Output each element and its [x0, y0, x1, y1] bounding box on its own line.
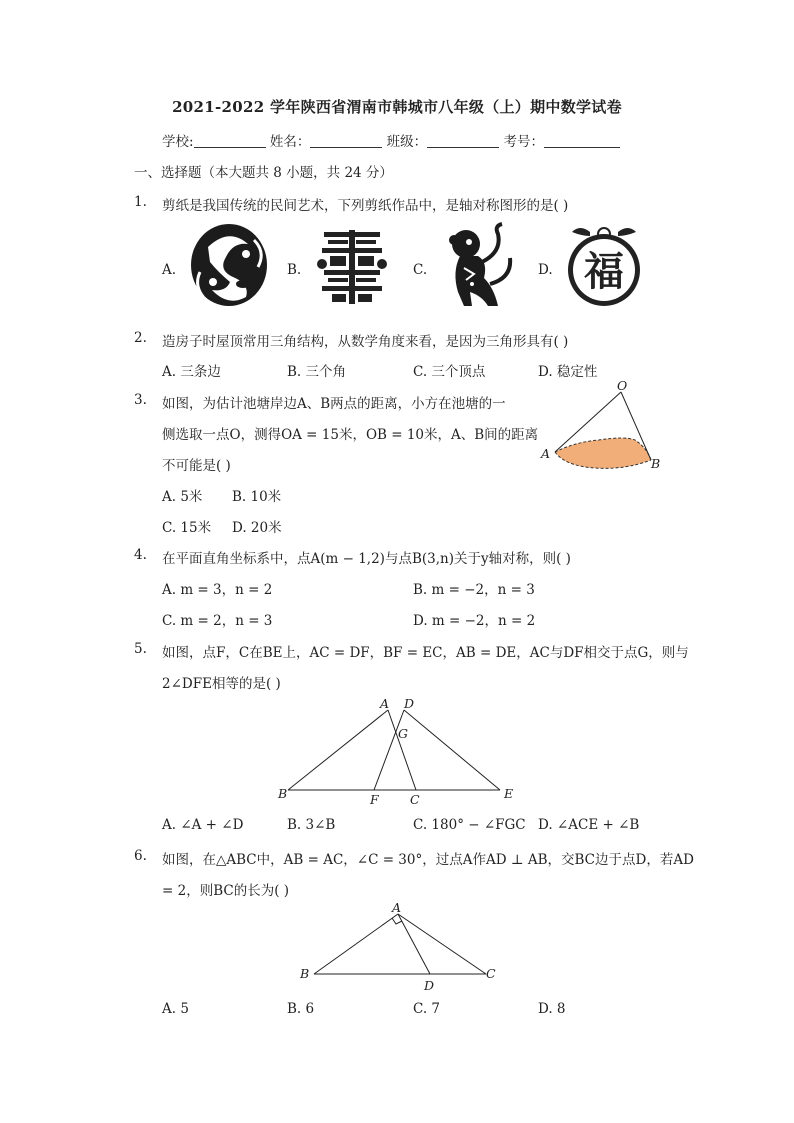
q3-option-b: B. 10米	[232, 489, 282, 505]
q3-option-d: D. 20米	[232, 520, 282, 536]
q3-line2: 侧选取一点O，测得OA = 15米，OB = 10米，A、B间的距离	[162, 427, 539, 443]
q6-option-c: C. 7	[413, 1001, 441, 1017]
q6-line1: 如图，在△ABC中，AB = AC，∠C = 30°，过点A作AD ⊥ AB，交BC边于点D，若AD	[162, 852, 694, 868]
q2-option-a: A. 三条边	[162, 364, 221, 380]
q1-text: 剪纸是我国传统的民间艺术，下列剪纸作品中，是轴对称图形的是( )	[162, 198, 569, 214]
exam-title: 2021-2022 学年陕西省渭南市韩城市八年级（上）期中数学试卷	[172, 98, 622, 116]
point-e-label: E	[504, 786, 514, 801]
q2-number: 2.	[134, 330, 147, 346]
point-b-label: B	[651, 456, 661, 471]
q3-line3: 不可能是( )	[162, 458, 231, 474]
q3-line1: 如图，为估计池塘岸边A、B两点的距离，小方在池塘的一	[162, 396, 506, 412]
point-o-label: O	[617, 378, 628, 393]
school-blank[interactable]	[194, 133, 266, 148]
name-blank[interactable]	[310, 133, 382, 148]
q6-number: 6.	[134, 848, 147, 864]
q3-option-a: A. 5米	[162, 489, 203, 505]
q5-option-a: A. ∠A + ∠D	[162, 817, 244, 833]
q5-option-c: C. 180° − ∠FGC	[413, 817, 526, 833]
point-c-label: C	[410, 792, 420, 807]
q1-option-a-label: A.	[162, 262, 177, 278]
q5-triangles-figure	[276, 696, 522, 810]
q2-option-b: B. 三个角	[287, 364, 347, 380]
q6-option-d: D. 8	[538, 1001, 566, 1017]
number-blank[interactable]	[544, 133, 620, 148]
point-b-label: B	[278, 786, 288, 801]
pond-figure	[535, 378, 665, 478]
point-f-label: F	[370, 792, 379, 807]
q5-line1: 如图，点F，C在BE上，AC = DF，BF = EC，AB = DE，AC与DF相交于点G，则与	[162, 645, 689, 661]
q2-text: 造房子时屋顶常用三角结构，从数学角度来看，是因为三角形具有( )	[162, 334, 569, 350]
point-a-label: A	[380, 696, 390, 711]
point-d-label: D	[404, 696, 415, 711]
class-label: 班级：	[386, 134, 428, 150]
section-heading: 一、选择题（本大题共 8 小题，共 24 分）	[134, 165, 393, 181]
point-c-label: C	[486, 966, 496, 981]
point-b-label: B	[300, 966, 310, 981]
point-d-label: D	[424, 978, 435, 993]
q1-option-c-label: C.	[413, 262, 428, 278]
q6-option-b: B. 6	[287, 1001, 315, 1017]
number-label: 考号：	[503, 134, 544, 150]
q3-number: 3.	[134, 392, 147, 408]
q1-option-d-label: D.	[538, 262, 553, 278]
q4-option-c: C. m = 2，n = 3	[162, 613, 273, 629]
q4-option-d: D. m = −2，n = 2	[413, 613, 536, 629]
q6-line2: = 2，则BC的长为( )	[162, 883, 290, 899]
student-info-line	[162, 130, 620, 150]
q4-option-b: B. m = −2，n = 3	[413, 582, 535, 598]
q5-line2: 2∠DFE相等的是( )	[162, 676, 281, 692]
double-happiness-paper-cut-image	[312, 224, 392, 308]
q2-option-c: C. 三个顶点	[413, 364, 486, 380]
q5-option-d: D. ∠ACE + ∠B	[538, 817, 640, 833]
q4-number: 4.	[134, 547, 147, 563]
point-a-label: A	[392, 900, 402, 915]
q5-number: 5.	[134, 641, 147, 657]
q4-text: 在平面直角坐标系中，点A(m − 1,2)与点B(3,n)关于y轴对称，则( )	[162, 551, 571, 567]
monkey-paper-cut-image	[438, 222, 520, 308]
q1-number: 1.	[134, 194, 147, 210]
q6-option-a: A. 5	[162, 1001, 189, 1017]
class-blank[interactable]	[427, 133, 499, 148]
point-g-label: G	[398, 726, 408, 741]
fu-character-paper-cut-image	[562, 222, 646, 308]
q1-option-b-label: B.	[287, 262, 302, 278]
q3-option-c: C. 15米	[162, 520, 212, 536]
q5-option-b: B. 3∠B	[287, 817, 336, 833]
pond-shape	[555, 438, 651, 468]
point-a-label: A	[541, 446, 551, 461]
q4-option-a: A. m = 3，n = 2	[162, 582, 273, 598]
q6-triangle-figure	[296, 900, 506, 996]
name-label: 姓名：	[269, 134, 311, 150]
fu-character-text: 福	[584, 249, 624, 295]
swirling-paper-cut-image	[188, 222, 270, 308]
q2-option-d: D. 稳定性	[538, 364, 598, 380]
school-label: 学校:	[162, 134, 194, 150]
